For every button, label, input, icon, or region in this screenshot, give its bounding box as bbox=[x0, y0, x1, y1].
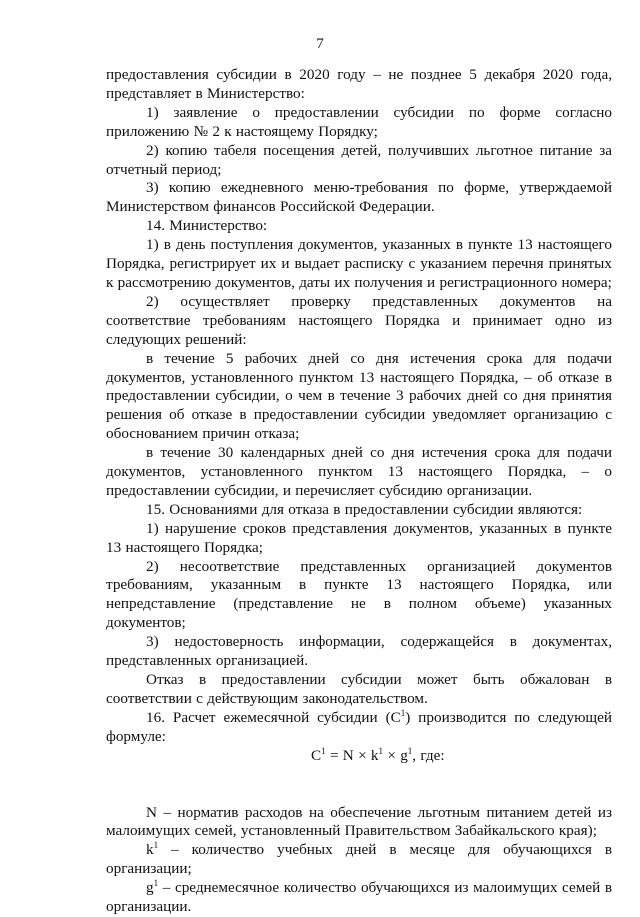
paragraph-continuation: предоставления субсидии в 2020 году – не позднее 5 декабря 2020 года, представляет в Министерство: bbox=[106, 66, 612, 102]
definition-g-lead: g bbox=[146, 879, 154, 897]
definition-n bbox=[106, 804, 612, 842]
paragraph-item-application: 1) заявление о предоставлении субсидии по форме согласно приложению № 2 к настоящему Порядку; bbox=[106, 103, 612, 140]
formula-c-sup: 1 bbox=[321, 745, 326, 756]
formula-tail: , где: bbox=[412, 746, 445, 764]
paragraph-15-item-3: 3) недостоверность информации, содержащейся в документах, представленных организацией. bbox=[106, 633, 612, 670]
formula-g-sup: 1 bbox=[407, 745, 413, 756]
p16-text-pre: 16. Расчет ежемесячной субсидии (C bbox=[146, 708, 401, 726]
p16-text-post: ) производится по следующей формуле: bbox=[106, 708, 612, 745]
paragraph-item-attendance: 2) копию табеля посещения детей, получивших льготное питание за отчетный период; bbox=[106, 141, 612, 178]
formula-spacer bbox=[106, 766, 612, 804]
definition-n-text: – норматив расходов на обеспечение льготным питанием детей из малоимущих семей, установленный Правительством Забайкальского края); bbox=[106, 803, 612, 840]
definition-k bbox=[106, 841, 612, 879]
paragraph-15-item-1: 1) нарушение сроков представления документов, указанных в пункте 13 настоящего Порядка; bbox=[106, 519, 612, 556]
definition-k-text: – количество учебных дней в месяце для обучающихся в организации; bbox=[106, 841, 612, 878]
formula-c: C bbox=[311, 746, 322, 764]
document-body bbox=[106, 66, 612, 917]
definition-k-lead: k bbox=[146, 841, 154, 859]
p16-superscript: 1 bbox=[400, 707, 406, 718]
page-number: 7 bbox=[316, 36, 324, 52]
paragraph-item-menu: 3) копию ежедневного меню-требования по форме, утверждаемой Министерством финансов Российской Федерации. bbox=[106, 179, 612, 216]
paragraph-refusal-term: в течение 5 рабочих дней со дня истечения срока для подачи документов, установленного пунктом 13 настоящего Порядка, – об отказе в предоставлении субсидии, о чем в течение 3 рабочих дней со дня принятия решения об отказе в предоставлении субсидии уведомляет организацию с обоснованием причин отказа; bbox=[106, 349, 612, 443]
formula-k-sup: 1 bbox=[378, 745, 384, 756]
paragraph-14-item-2: 2) осуществляет проверку представленных документов на соответствие требованиям настоящего Порядка и принимает одно из следующих решений: bbox=[106, 292, 612, 348]
definition-g-sup: 1 bbox=[153, 878, 159, 889]
paragraph-appeal: Отказ в предоставлении субсидии может быть обжалован в соответствии с действующим законодательством. bbox=[106, 671, 612, 707]
definition-n-lead: N bbox=[146, 803, 157, 821]
paragraph-15-item-2: 2) несоответствие представленных организацией документов требованиям, указанным в пункте 13 настоящего Порядка, или непредставление (представление не в полном объеме) указанных документов; bbox=[106, 557, 612, 632]
paragraph-14-heading: 14. Министерство: bbox=[146, 217, 268, 235]
formula-times: × g bbox=[383, 746, 408, 764]
paragraph-16-heading bbox=[106, 709, 612, 747]
paragraph-grant-term: в течение 30 календарных дней со дня истечения срока для подачи документов, установленного пунктом 13 настоящего Порядка, – о предоставлении субсидии, и перечисляет субсидию организации. bbox=[106, 444, 612, 499]
definition-k-sup: 1 bbox=[153, 840, 159, 851]
subsidy-formula bbox=[106, 747, 612, 766]
paragraph-15-heading: 15. Основаниями для отказа в предоставлении субсидии являются: bbox=[146, 500, 583, 518]
definition-g-text: – среднемесячное количество обучающихся из малоимущих семей в организации. bbox=[106, 879, 612, 916]
formula-eq: = N × k bbox=[325, 746, 379, 764]
definition-g bbox=[106, 879, 612, 917]
paragraph-14-item-1: 1) в день поступления документов, указанных в пункте 13 настоящего Порядка, регистрирует их и выдает расписку с указанием перечня принятых к рассмотрению документов, даты их получения и регистрационного номера; bbox=[106, 236, 612, 291]
